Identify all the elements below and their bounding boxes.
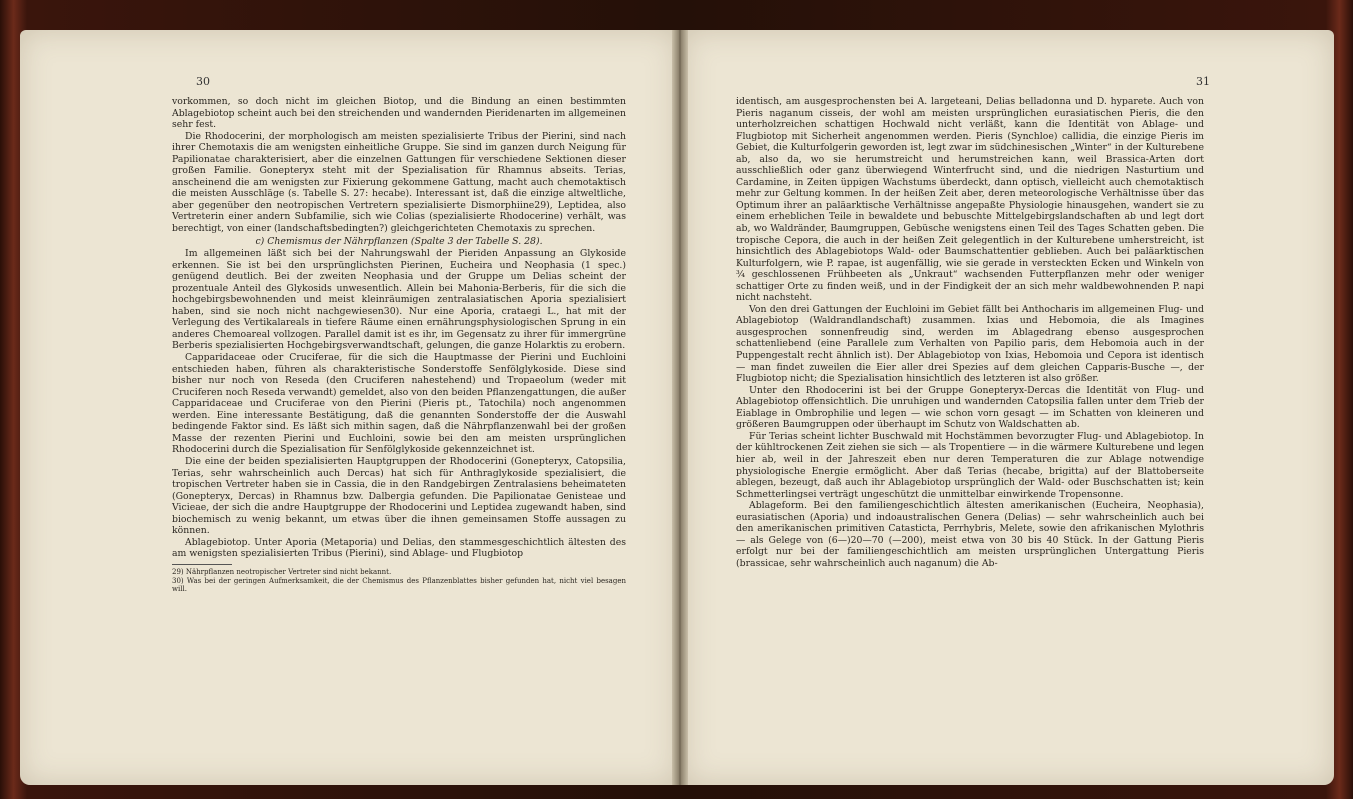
paragraph: Capparidaceae oder Cruciferae, für die sich die Hauptmasse der Pierini und Euchloini entschieden haben, führen als charakteristische Sonderstoffe Senfölglykoside. Diese sind bisher nur noch von Reseda (den Cruciferen nahestehend) und Tropaeolum (weder mit Cruciferen noch Reseda verwandt) gemeldet, also von den beiden Pflanzengattungen, die außer Capparidaceae und Cruciferae von den Pierini (Pieris pt., Tatochila) noch angenommen werden. Eine interessante Bestätigung, daß die genannten Sonderstoffe der die Auswahl bedingende Faktor sind. Es läßt sich mithin sagen, daß die Nährpflanzenwahl bei der großen Masse der rezenten Pierini und Euchloini, sowie bei den am meisten ursprünglichen Rhodocerini durch die Spezialisation für Senfölglykoside gekennzeichnet ist.: [172, 352, 626, 456]
page-number-right: 31: [1196, 75, 1210, 88]
footnote: 30) Was bei der geringen Aufmerksamkeit, die der Chemismus des Pflanzenblattes bisher gefunden hat, nicht viel besagen will.: [172, 576, 626, 594]
footnote: 29) Nährpflanzen neotropischer Vertreter sind nicht bekannt.: [172, 567, 392, 576]
paragraph: Von den drei Gattungen der Euchloini im Gebiet fällt bei Anthocharis im allgemeinen Flug- und Ablagebiotop (Waldrandlandschaft) zusammen. Ixias und Hebomoia, die als Imagines ausgesprochen sonnenfreudig sind, werden im Ablagedrang ebenso ausgesprochen schattenliebend (eine Parallele zum Verhalten von Papilio paris, dem Hebomoia auch in der Puppengestalt recht ähnlich ist). Der Ablagebiotop von Ixias, Hebomoia und Cepora ist identisch — man findet zuweilen die Eier aller drei Spezies auf dem gleichen Capparis-Busche —, der Flugbiotop nicht; die Spezialisation hinsichtlich des letzteren ist also größer.: [736, 303, 1204, 385]
right-text-column: [736, 96, 1204, 569]
footnote-rule: [172, 564, 232, 565]
paragraph: Ablagebiotop. Unter Aporia (Metaporia) und Delias, den stammesgeschichtlich ältesten des am wenigsten spezialisierten Tribus (Pierini), sind Ablage- und Flugbiotop: [172, 536, 626, 560]
paragraph: Für Terias scheint lichter Buschwald mit Hochstämmen bevorzugter Flug- und Ablagebiotop. In der kühltrockenen Zeit ziehen sie sich — als Tropentiere — in die wärmere Kulturebene und legen hier ab, weil in der Jahreszeit eben nur deren Temperaturen die zur Ablage notwendige physiologische Energie ermöglicht. Aber daß Terias (hecabe, brigitta) auf der Blattoberseite ablegen, bezeugt, daß auch ihr Ablagebiotop ursprünglich der Wald- oder Buschschatten ist; kein Schmetterlingsei verträgt ungeschützt die unmittelbar einwirkende Tropensonne.: [736, 430, 1204, 500]
paragraph: Im allgemeinen läßt sich bei der Nahrungswahl der Pieriden Anpassung an Glykoside erkennen. Sie ist bei den ursprünglichsten Pierinen, Eucheira und Neophasia (1 spec.) genügend deutlich. Bei der zweiten Neophasia und der Gruppe um Delias scheint der prozentuale Anteil des Glykosids unwesentlich. Allein bei Mahonia-Berberis, für die sich die hochgebirgsbewohnenden und meist kleinräumigen zentralasiatischen Aporia spezialisiert haben, sind sie noch nicht nachgewiesen30). Nur eine Aporia, crataegi L., hat mit der Verlegung des Vertikalareals in tiefere Räume einen ernährungsphysiologischen Sprung in ein anderes Chemoareal vollzogen. Parallel damit ist es ihr, im Gegensatz zu ihrer für immergrüne Berberis spezialisierten Hochgebirgsverwandtschaft, gelungen, die ganze Holarktis zu erobern.: [172, 248, 626, 352]
page-number-left: 30: [196, 75, 210, 88]
paragraph: Ablageform. Bei den familiengeschichtlich ältesten amerikanischen (Eucheira, Neophasia), eurasiatischen (Aporia) und indoaustralischen Genera (Delias) — sehr wahrscheinlich auch bei den amerikanischen primitiven Catasticta, Perrhybris, Melete, sowie den afrikanischen Mylothris — als Gelege von (6—)20—70 (—200), meist etwa von 30 bis 40 Stück. In der Gattung Pieris erfolgt nur bei der familiengeschichtlich am meisten ursprünglichen Untergattung Pieris (brassicae, sehr wahrscheinlich auch naganum) die Ab-: [736, 500, 1204, 569]
paragraph: Die eine der beiden spezialisierten Hauptgruppen der Rhodocerini (Gonepteryx, Catopsilia, Terias, sehr wahrscheinlich auch Dercas) hat sich für Anthraglykoside spezialisiert, die tropischen Vertreter haben sie in Cassia, die in den Randgebirgen Zentralasiens beheimateten (Gonepteryx, Dercas) in Rhamnus bzw. Dalbergia gefunden. Die Papilionatae Genisteae und Vicieae, der sich die andre Hauptgruppe der Rhodocerini und Leptidea zugewandt haben, sind biochemisch zu wenig bekannt, um etwas über die ihnen gemeinsamen Stoffe aussagen zu können.: [172, 455, 626, 537]
paragraph: Unter den Rhodocerini ist bei der Gruppe Gonepteryx-Dercas die Identität von Flug- und Ablagebiotop offensichtlich. Die unruhigen und wandernden Catopsilia fallen unter dem Trieb der Eiablage in Ombrophilie und legen — wie schon vorn gesagt — im Schatten von kleineren und größeren Baumgruppen oder überhaupt im Schutz von Waldschatten ab.: [736, 384, 1204, 431]
book-gutter: [672, 30, 688, 785]
section-heading: c) Chemismus der Nährpflanzen (Spalte 3 der Tabelle S. 28).: [255, 235, 543, 247]
paragraph: identisch, am ausgesprochensten bei A. largeteani, Delias belladonna und D. hyparete. Auch von Pieris naganum cisseis, der wohl am meisten ursprünglichen eurasiatischen Pieris, die den unterholzreichen schattigen Hochwald nicht verläßt, kann die Identität von Ablage- und Flugbiotop mit Sicherheit angenommen werden. Pieris (Synchloe) callidia, die einzige Pieris im Gebiet, die Kulturfolgerin geworden ist, legt zwar im südchinesischen „Winter“ in der Kulturebene ab, also da, wo sie herumstreicht und herumstreichen kann, weil Brassica-Arten dort ausschließlich oder ganz überwiegend Winterfrucht sind, und die niedrigen Nasturtium und Cardamine, in Zeiten üppigen Wachstums überdeckt, dann optisch, vielleicht auch chemotaktisch mehr zur Geltung kommen. In der heißen Zeit aber, deren meteorologische Verhältnisse über das Optimum ihrer an paläarktische Verhältnisse angepaßte Physiologie hinausgehen, wandert sie zu einem erheblichen Teile in bewaldete und bebuschte Mittelgebirgslandschaften ab und legt dort ab, wo Waldränder, Baumgruppen, Gebüsche wenigstens einen Teil des Tages Schatten geben. Die tropische Cepora, die auch in der heißen Zeit gelegentlich in der Kulturebene umherstreicht, ist hinsichtlich des Ablagebiotops Wald- oder Baumschattentier geblieben. Auch bei paläarktischen Kulturfolgern, wie P. rapae, ist augenfällig, wie sie gerade in versteckten Ecken und Winkeln von ¾ geschlossenen Frühbeeten als „Unkraut“ wachsenden Futterpflanzen mehr oder weniger schattiger Orte zu finden weiß, und in der Findigkeit der an sich mehr waldbewohnenden P. napi nicht nachsteht.: [736, 96, 1204, 304]
paragraph: Die Rhodocerini, der morphologisch am meisten spezialisierte Tribus der Pierini, sind nach ihrer Chemotaxis die am wenigsten einheitliche Gruppe. Sie sind im ganzen durch Neigung für Papilionatae charakterisiert, aber die einzelnen Gattungen für verschiedene Sektionen dieser großen Familie. Gonepteryx steht mit der Spezialisation für Rhamnus abseits. Terias, anscheinend die am wenigsten zur Fixierung gekommene Gattung, macht auch chemotaktisch die meisten Ausschläge (s. Tabelle S. 27: hecabe). Interessant ist, daß die einzige altweltliche, aber gegenüber den neotropischen Vertretern spezialisierte Dismorphiine29), Leptidea, also Vertreterin einer andern Subfamilie, sich wie Colias (spezialisierte Rhodocerine) verhält, was berechtigt, von einer (landschaftsbedingten?) gleichgerichteten Chemotaxis zu sprechen.: [172, 130, 626, 235]
left-text-column: [172, 96, 626, 594]
paragraph: vorkommen, so doch nicht im gleichen Biotop, und die Bindung an einen bestimmten Ablagebiotop scheint auch bei den streichenden und wandernden Pieridenarten im allgemeinen sehr fest.: [172, 96, 626, 131]
right-page: [684, 30, 1334, 785]
left-page: [20, 30, 677, 785]
